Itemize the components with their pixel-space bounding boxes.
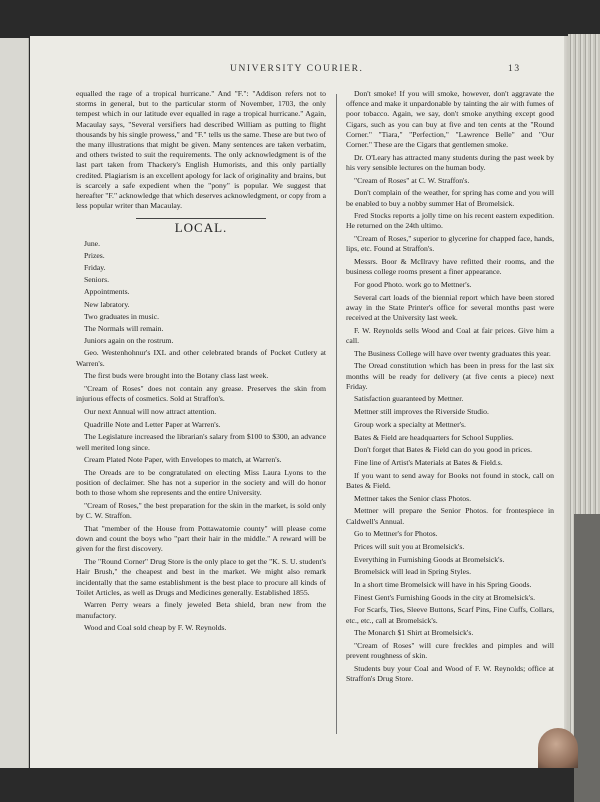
local-item: F. W. Reynolds sells Wood and Coal at fair prices. Give him a call. bbox=[346, 325, 554, 345]
local-item: That "member of the House from Pottawatomie county" will please come down and count the boys who "part their hair in the middle." A reward will be given for the first discovery. bbox=[76, 524, 326, 554]
local-item: Two graduates in music. bbox=[84, 311, 160, 321]
local-item: Fred Stocks reports a jolly time on his recent eastern expedition. He returned on the 24th ultimo. bbox=[346, 211, 554, 231]
right-column bbox=[346, 89, 554, 687]
local-item: Bates & Field are headquarters for School Supplies. bbox=[354, 432, 514, 442]
local-item: Mettner takes the Senior class Photos. bbox=[354, 493, 472, 503]
local-item: The Oreads are to be congratulated on electing Miss Laura Lyons to the position of declaimer. She has not a superior in the society and will do honor both to those whom she represents and the entire University. bbox=[76, 468, 326, 498]
local-item: Finest Gent's Furnishing Goods in the city at Bromelsick's. bbox=[354, 592, 536, 602]
masthead-title: UNIVERSITY COURIER. bbox=[230, 64, 364, 74]
local-item: Bromelsick will lead in Spring Styles. bbox=[354, 567, 472, 577]
local-item: Fine line of Artist's Materials at Bates & Field.s. bbox=[354, 458, 503, 467]
local-item: Group work a specialty at Mettner's. bbox=[354, 419, 466, 429]
local-item: "Cream of Roses," the best preparation for the skin in the market, is sold only by C. W. Straffon. bbox=[76, 501, 326, 521]
local-item: Cream Plated Note Paper, with Envelopes to match, at Warren's. bbox=[84, 455, 282, 465]
local-item: The first buds were brought into the Botany class last week. bbox=[84, 371, 269, 381]
local-item: If you want to send away for Books not found in stock, call on Bates & Field. bbox=[346, 470, 554, 490]
local-item: Messrs. Boor & McIlravy have refitted their rooms, and the business college rooms present a finer appearance. bbox=[346, 257, 554, 277]
local-item: "Cream of Roses," superior to glycerine for chapped face, hands, lips, etc. Found at Straffon's. bbox=[346, 234, 554, 254]
section-rule bbox=[136, 218, 266, 219]
newspaper-page bbox=[30, 36, 570, 768]
local-item: Don't complain of the weather, for spring has come and you will be enabled to buy a nobby summer Hat of Bromelsick. bbox=[346, 188, 554, 208]
local-item: "Cream of Roses" at C. W. Straffon's. bbox=[354, 175, 470, 185]
article-continuation: equalled the rage of a tropical hurricane." And "F.": "Addison refers not to storms in general, but to the particular storm of November, 1703, the only tempest which in our latitude ever equalled in rage a tropical hurricane." Again, Macaulay says, "Several versifiers had described William as putting to flight thousands by his single prowess," and "F." tells us the same. These are but two of the many illustrations that might be given. Many sentences are taken verbatim, and others twisted to suit the requirements. The only acknowledgment is of the last part taken from Thackery's English Humorists, and this only partially credited. Plagiarism is an excellent apology for lack of originality and brains, but is scarcely a safe expedient when the "pony" is popular. We suggest that hereafter "F." acknowledge that which deserves acknowledgment, or copy from a less popular writer than Macaulay. bbox=[76, 89, 326, 211]
local-item: For Scarfs, Ties, Sleeve Buttons, Scarf Pins, Fine Cuffs, Collars, etc., etc., call at Bromelsick's. bbox=[346, 605, 554, 625]
local-item: Seniors. bbox=[84, 275, 109, 285]
local-item: Quadrille Note and Letter Paper at Warren's. bbox=[84, 419, 221, 429]
column-divider bbox=[336, 94, 337, 734]
local-item: Mettner will prepare the Senior Photos. for frontespiece in Caldwell's Annual. bbox=[346, 506, 554, 526]
local-item: Geo. Westenhohnur's IXL and other celebrated brands of Pocket Cutlery at Warren's. bbox=[76, 348, 326, 368]
previous-page-edge bbox=[0, 38, 29, 768]
local-item: "Cream of Roses" will cure freckles and pimples and will prevent roughness of skin. bbox=[346, 641, 554, 661]
local-item: June. bbox=[84, 238, 101, 248]
local-item: Satisfaction guaranteed by Mettner. bbox=[354, 394, 464, 404]
local-item: Warren Perry wears a finely jeweled Beta shield, bran new from the manufactory. bbox=[76, 600, 326, 620]
local-item: The "Round Corner" Drug Store is the only place to get the "K. S. U. student's Hair Brush," the cheapest and best in the market. We might also remark incidentally that the same establishment is the best place to procure all kinds of Toilet Articles, as well as Drugs and Medicines generally. Established 1855. bbox=[76, 557, 326, 597]
local-item: Friday. bbox=[84, 263, 106, 273]
local-item: The Legislature increased the librarian's salary from $100 to $300, an advance well merited long since. bbox=[76, 432, 326, 452]
local-item: Dr. O'Leary has attracted many students during the past week by his very sensible lectures on the human body. bbox=[346, 152, 554, 172]
local-item: In a short time Bromelsick will have in his Spring Goods. bbox=[354, 580, 532, 590]
book-page-stack bbox=[568, 34, 600, 768]
local-item: The Monarch $1 Shirt at Bromelsick's. bbox=[354, 628, 474, 638]
local-item: Prices will suit you at Bromelsick's. bbox=[354, 541, 465, 551]
local-item: The Business College will have over twenty graduates this year. bbox=[354, 348, 551, 358]
scanner-thumb bbox=[538, 728, 578, 768]
local-item: Appointments. bbox=[84, 287, 130, 297]
local-item: "Cream of Roses" does not contain any grease. Preserves the skin from injurious effects of cosmetics. Sold at Straffon's. bbox=[76, 384, 326, 404]
local-item: Mettner still improves the Riverside Studio. bbox=[354, 407, 489, 417]
local-heading: LOCAL. bbox=[174, 220, 228, 236]
local-item: The Oread constitution which has been in press for the last six months will be ready for delivery (at five cents a piece) next Friday. bbox=[346, 361, 554, 391]
local-item: Don't forget that Bates & Field can do you good in prices. bbox=[354, 445, 533, 455]
local-item: For good Photo. work go to Mettner's. bbox=[354, 279, 472, 289]
local-item: Prizes. bbox=[84, 250, 105, 260]
local-item: Wood and Coal sold cheap by F. W. Reynolds. bbox=[84, 623, 227, 633]
local-item: Everything in Furnishing Goods at Bromelsick's. bbox=[354, 554, 505, 564]
local-item: Don't smoke! If you will smoke, however, don't aggravate the offence and make it unpardonable by tainting the air with fumes of poor tobacco. Again, we say, don't smoke anything except good Cigars, such as you can buy at five and ten cents at the "Round Corner." "Tiara," "Perfection," "Lawrence Belle" and "Our Corner." These are the Cigars that gentlemen smoke. bbox=[346, 89, 554, 150]
local-item: The Normals will remain. bbox=[84, 324, 164, 334]
page-number: 13 bbox=[508, 64, 521, 74]
left-column bbox=[76, 89, 326, 636]
local-item: Juniors again on the rostrum. bbox=[84, 336, 174, 346]
local-item: Our next Annual will now attract attention. bbox=[84, 406, 217, 416]
local-item: Students buy your Coal and Wood of F. W. Reynolds; office at Straffon's Drug Store. bbox=[346, 663, 554, 684]
local-item: New labratory. bbox=[84, 299, 130, 309]
local-item: Several cart loads of the biennial report which have been stored away in the State Printer's office for several months past were received at the University last week. bbox=[346, 292, 554, 323]
local-item: Go to Mettner's for Photos. bbox=[354, 529, 438, 539]
